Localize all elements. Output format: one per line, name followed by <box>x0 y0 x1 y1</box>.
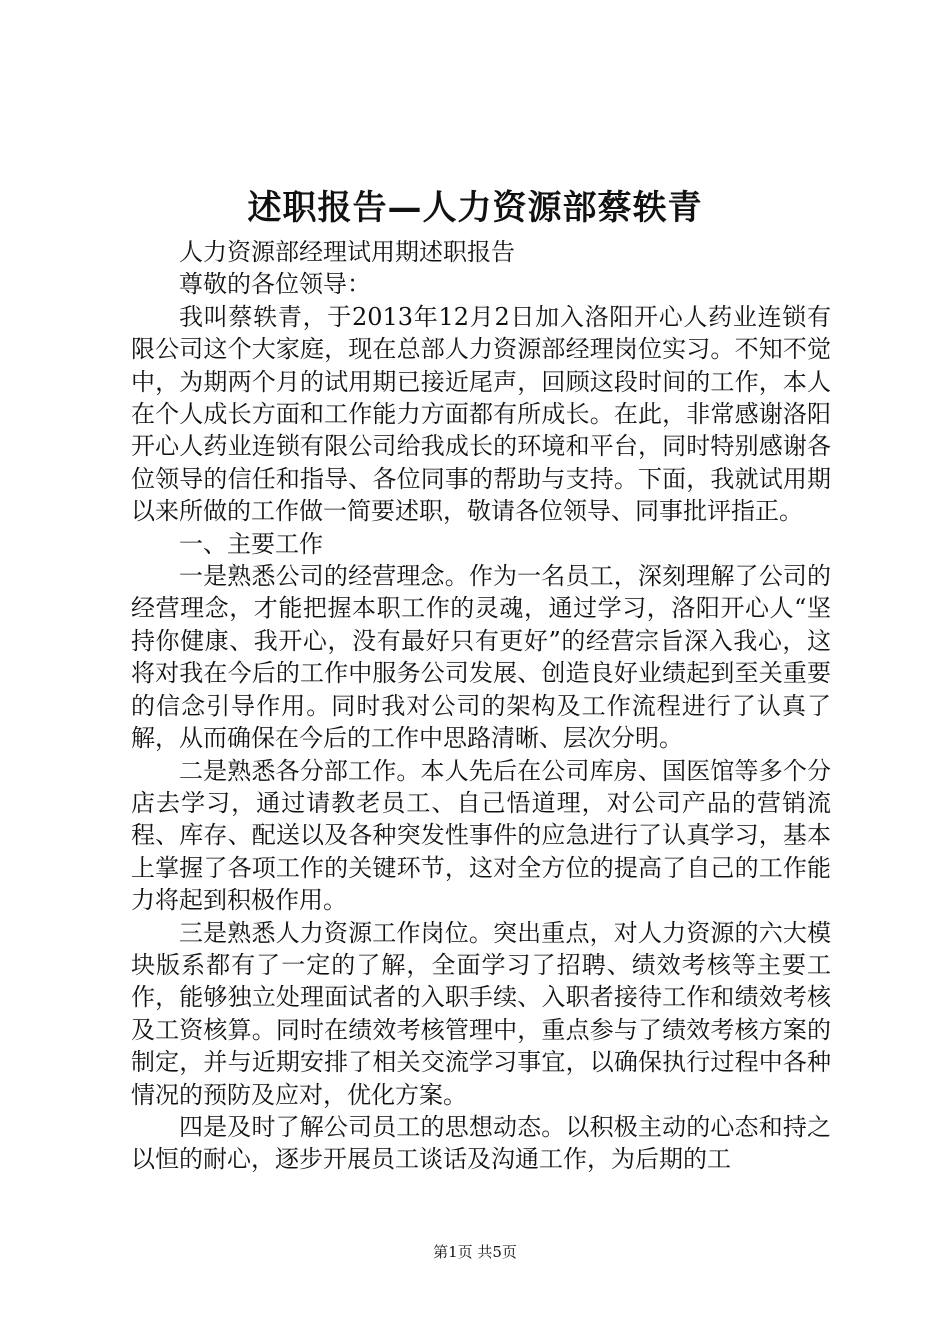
page-number-footer: 第1页 共5页 <box>433 1243 517 1261</box>
paragraph-item-4: 四是及时了解公司员工的思想动态。以积极主动的心态和持之以恒的耐心，逐步开展员工谈话及沟通工作，为后期的工 <box>131 1112 831 1174</box>
paragraph-item-1: 一是熟悉公司的经营理念。作为一名员工，深刻理解了公司的经营理念，才能把握本职工作的灵魂，通过学习，洛阳开心人“坚持你健康、我开心，没有最好只有更好”的经营宗旨深入我心，这将对我在今后的工作中服务公司发展、创造良好业绩起到至关重要的信念引导作用。同时我对公司的架构及工作流程进行了认真了解，从而确保在今后的工作中思路清晰、层次分明。 <box>131 562 831 753</box>
paragraph-item-2: 二是熟悉各分部工作。本人先后在公司库房、国医馆等多个分店去学习，通过请教老员工、自己悟道理，对公司产品的营销流程、库存、配送以及各种突发性事件的应急进行了认真学习，基本上掌握了各项工作的关键环节，这对全方位的提高了自己的工作能力将起到积极作用。 <box>131 756 831 915</box>
document-body <box>131 236 831 1176</box>
document-subtitle: 人力资源部经理试用期述职报告 <box>179 238 515 266</box>
document-title: 述职报告—人力资源部蔡轶青 <box>247 188 703 228</box>
section-heading-main-work: 一、主要工作 <box>179 529 323 558</box>
paragraph-item-3: 三是熟悉人力资源工作岗位。突出重点，对人力资源的六大模块版系都有了一定的了解，全面学习了招聘、绩效考核等主要工作，能够独立处理面试者的入职手续、入职者接待工作和绩效考核及工资核算。同时在绩效考核管理中，重点参与了绩效考核方案的制定，并与近期安排了相关交流学习事宜，以确保执行过程中各种情况的预防及应对，优化方案。 <box>131 918 831 1109</box>
paragraph-intro: 我叫蔡轶青，于2013年12月2日加入洛阳开心人药业连锁有限公司这个大家庭，现在总部人力资源部经理岗位实习。不知不觉中，为期两个月的试用期已接近尾声，回顾这段时间的工作，本人在个人成长方面和工作能力方面都有所成长。在此，非常感谢洛阳开心人药业连锁有限公司给我成长的环境和平台，同时特别感谢各位领导的信任和指导、各位同事的帮助与支持。下面，我就试用期以来所做的工作做一简要述职，敬请各位领导、同事批评指正。 <box>131 302 831 526</box>
salutation: 尊敬的各位领导： <box>179 270 371 299</box>
